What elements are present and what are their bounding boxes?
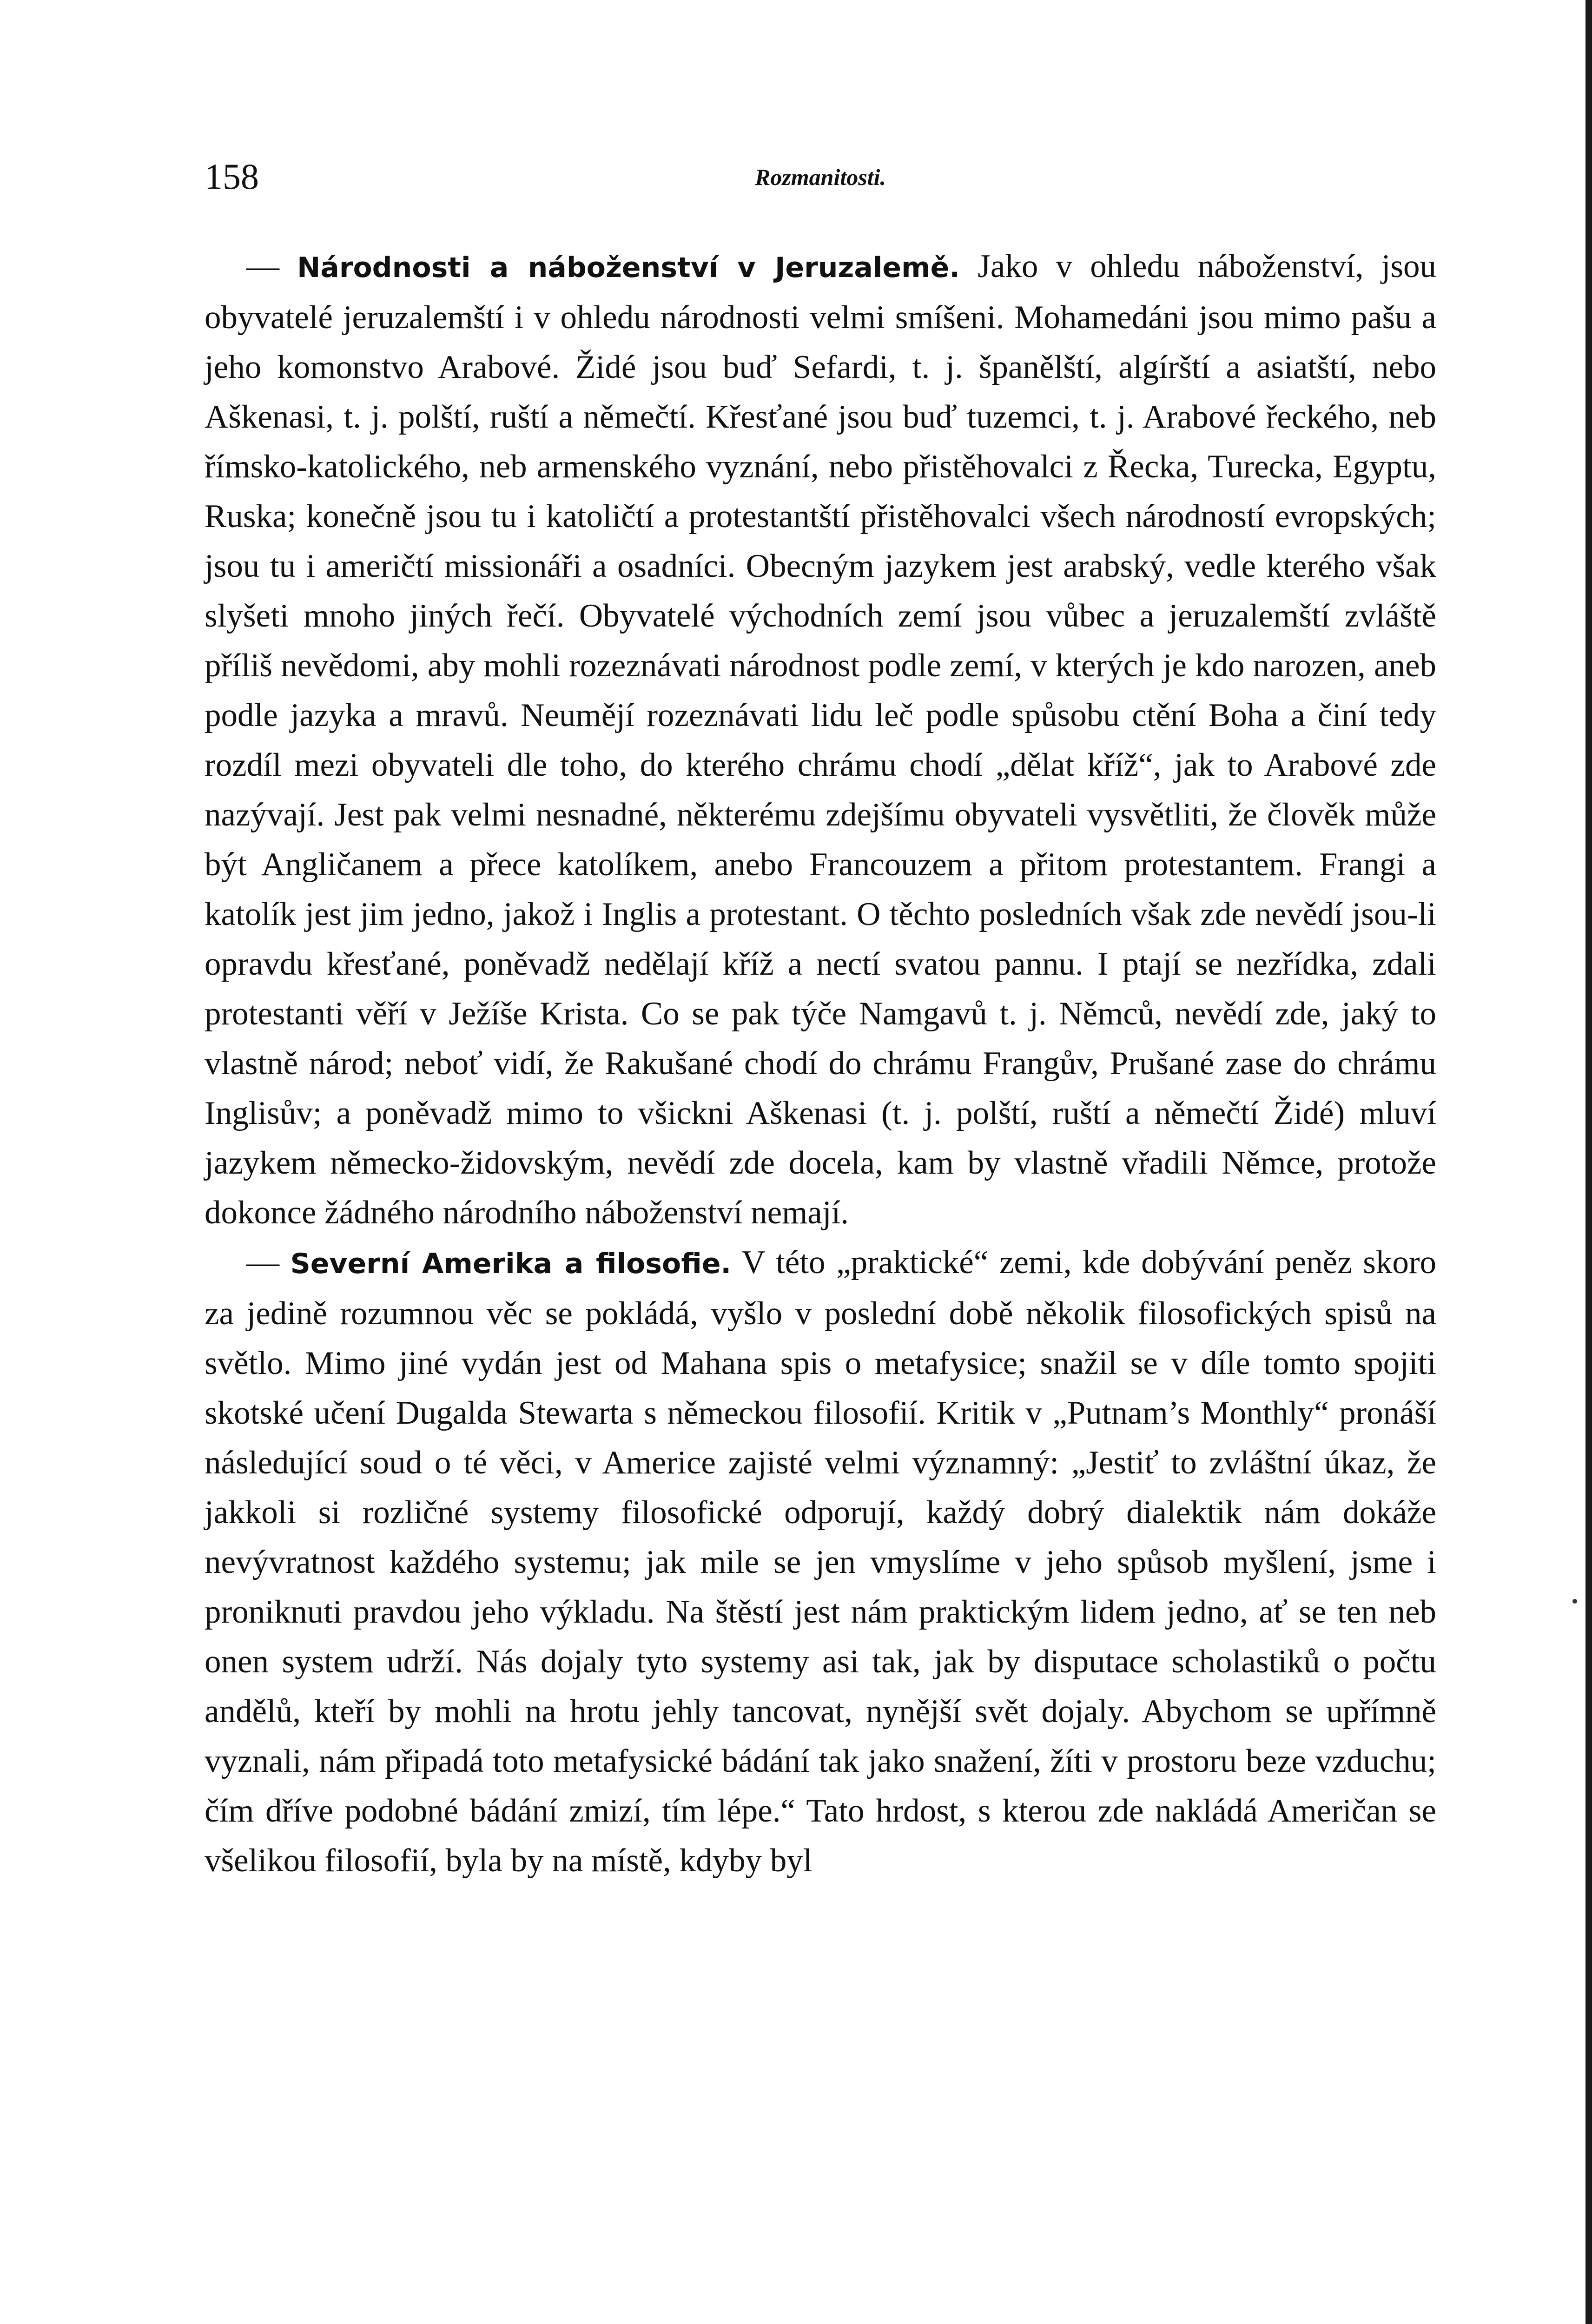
page-header [205, 153, 1436, 209]
body-text [205, 242, 1436, 1886]
page-edge [1585, 0, 1592, 2324]
section-paragraph [205, 242, 1436, 1238]
section-dash: — [246, 1244, 291, 1281]
section-heading: Severní Amerika a filosofie. [290, 1248, 732, 1280]
page-number: 158 [205, 156, 259, 197]
section-dash: — [246, 248, 297, 284]
running-title: Rozmanitosti. [754, 164, 886, 190]
section-text: V této „praktické“ zemi, kde dobývání peněz skoro za jedině rozumnou věc se pokládá, vyšlo v poslední době několik filosofických spisů na světlo. Mimo jiné vydán jest od Mahana spis o metafysice; snažil se v díle tomto spojiti skotské učení Dugalda Stewarta s německou filosofií. Kritik v „Putnam’s Monthly“ pronáší následující soud o té věci, v Americe zajisté velmi významný: „Jestiť to zvláštní úkaz, že jakkoli si rozličné systemy filosofické odporují, každý dobrý dialektik nám dokáže nevývratnost každého systemu; jak mile se jen vmyslíme v jeho spůsob myšlení, jsme i proniknuti pravdou jeho výkladu. Na štěstí jest nám praktickým lidem jedno, ať se ten neb onen system udrží. Nás dojaly tyto systemy asi tak, jak by disputace scholastiků o počtu andělů, kteří by mohli na hrotu jehly tancovat, nynější svět dojaly. Abychom se upřímně vyznali, nám připadá toto metafysické bádání tak jako snažení, žíti v prostoru beze vzduchu; čím dříve podobné bádání zmizí, tím lépe.“ Tato hrdost, s kterou zde nakládá Američan se všelikou filosofií, byla by na místě, kdyby byl [205, 1244, 1436, 1879]
section-heading: Národnosti a náboženství v Jeruzalemě. [297, 251, 960, 284]
section-paragraph [205, 1238, 1436, 1886]
margin-speck [1572, 1599, 1577, 1604]
section-text: Jako v ohledu náboženství, jsou obyvatelé jeruzalemští i v ohledu národnosti velmi smíšeni. Mohamedáni jsou mimo pašu a jeho komonstvo Arabové. Židé jsou buď Sefardi, t. j. španělští, algírští a asiatští, nebo Aškenasi, t. j. polští, ruští a němečtí. Křesťané jsou buď tuzemci, t. j. Arabové řeckého, neb římsko-katolického, neb armenského vyznání, nebo přistěhovalci z Řecka, Turecka, Egyptu, Ruska; konečně jsou tu i katoličtí a protestantští přistěhovalci všech národností evropských; jsou tu i američtí missionáři a osadníci. Obecným jazykem jest arabský, vedle kterého však slyšeti mnoho jiných řečí. Obyvatelé východních zemí jsou vůbec a jeruzalemští zvláště příliš nevědomi, aby mohli rozeznávati národnost podle zemí, v kterých je kdo narozen, aneb podle jazyka a mravů. Neumějí rozeznávati lidu leč podle spůsobu ctění Boha a činí tedy rozdíl mezi obyvateli dle toho, do kterého chrámu chodí „dělat kříž“, jak to Arabové zde nazývají. Jest pak velmi nesnadné, některému zdejšímu obyvateli vysvětliti, že člověk může být Angličanem a přece katolíkem, anebo Francouzem a přitom protestantem. Frangi a katolík jest jim jedno, jakož i Inglis a protestant. O těchto posledních však zde nevědí jsou-li opravdu křesťané, poněvadž nedělají kříž a nectí svatou pannu. I ptají se nezřídka, zdali protestanti věří v Ježíše Krista. Co se pak týče Namgavů t. j. Němců, nevědí zde, jaký to vlastně národ; neboť vidí, že Rakušané chodí do chrámu Frangův, Prušané zase do chrámu Inglisův; a poněvadž mimo to všickni Aškenasi (t. j. polští, ruští a němečtí Židé) mluví jazykem německo-židovským, nevědí zde docela, kam by vlastně vřadili Němce, protože dokonce žádného národního náboženství nemají. [205, 248, 1436, 1231]
